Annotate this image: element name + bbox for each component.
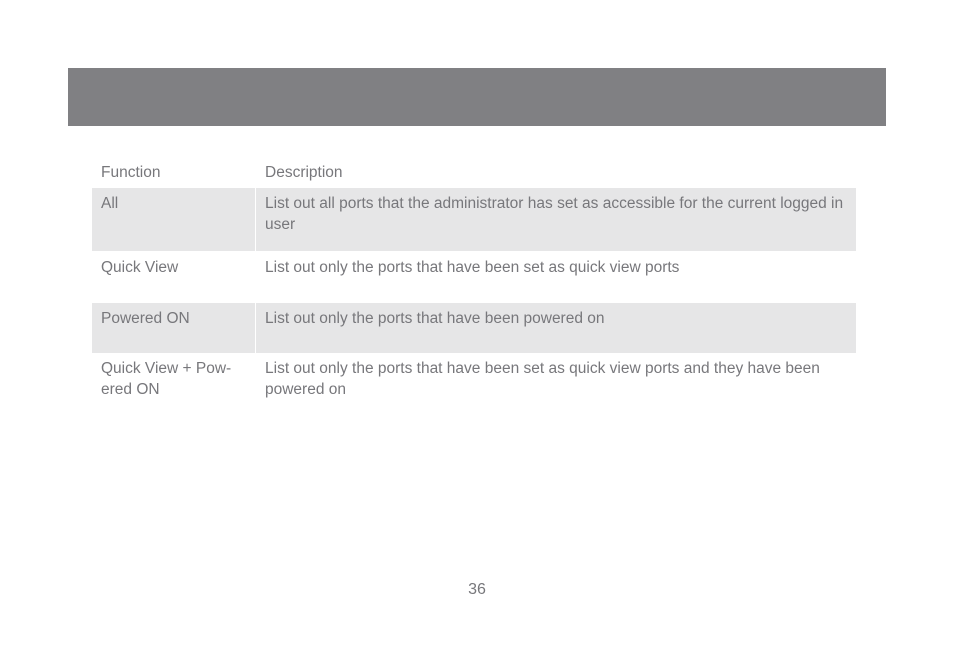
table-row [92,353,856,407]
function-cell: All [92,188,256,251]
function-cell: Quick View [101,259,179,276]
table-row [92,303,856,353]
column-header-function: Function [101,164,161,181]
table-row [92,188,856,251]
description-cell: List out only the ports that have been set as quick view ports [265,259,680,276]
function-table [92,158,856,407]
function-cell: Quick View + Pow-ered ON [101,360,232,398]
table-header-row [92,158,856,188]
column-header-description: Description [265,164,343,181]
description-cell: List out all ports that the administrator has set as accessible for the current logged in user [256,188,856,251]
page-number: 36 [468,581,486,598]
table-row [92,251,856,303]
function-cell: Powered ON [92,303,256,353]
header-bar [68,68,886,126]
description-cell: List out only the ports that have been set as quick view ports and they have been powered on [265,360,820,398]
description-cell: List out only the ports that have been powered on [256,303,856,353]
